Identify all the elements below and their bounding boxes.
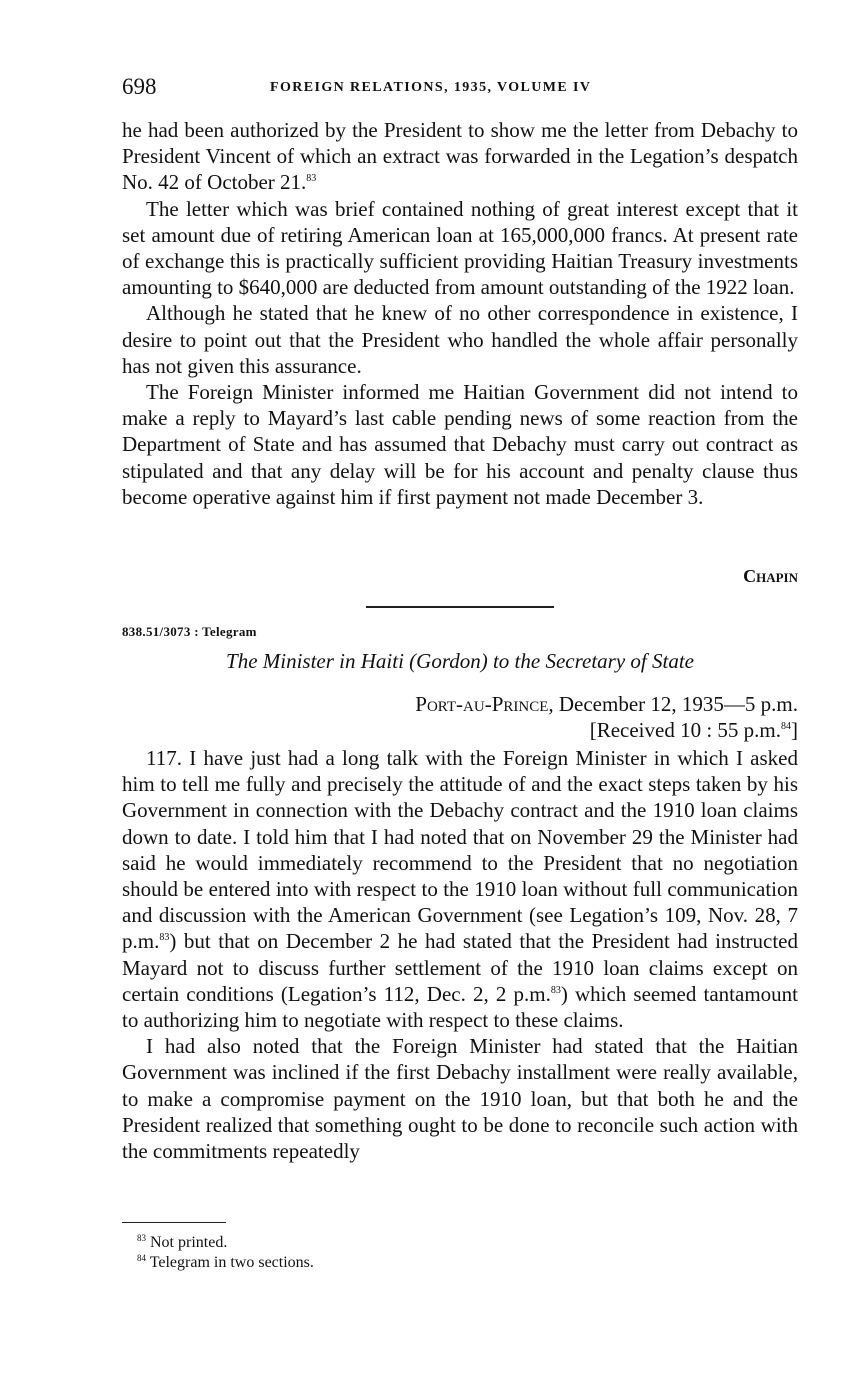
paragraph: I had also noted that the Foreign Minister had stated that the Haitian Government was inclined if the first Debachy installment were really available, to make a compromise payment on the 1910 loan, but that both he and the President realized that something ought to be done to reconcile such action with the commitments repeatedly [122,1034,798,1164]
telegram-body [122,745,798,1164]
footnote-ref: 83 [306,173,317,185]
date: , December 12, 1935—5 p.m. [548,692,798,716]
paragraph: 117. I have just had a long talk with the Foreign Minister in which I asked him to tell me fully and precisely the attitude of and the exact steps taken by his Government in connection with the Debachy contract and the 1910 loan claims down to date. I told him that I had noted that on November 29 the Minister had said he would immediately recommend to the President that no negotiation should be entered into with respect to the 1910 loan without full communication and discussion with the American Government (see Legation’s 109, Nov. 28, 7 p.m.$^{83}$) but that on December 2 he had stated that the President had instructed Mayard not to discuss further settlement of the 1910 loan claims except on certain conditions (Legation’s 112, Dec. 2, 2 p.m.$^{83}$) which seemed tantamount to authorizing him to negotiate with respect to these claims. [122,746,798,1033]
paragraph: he had been authorized by the President to show me the letter from Debachy to President Vincent of which an extract was forwarded in the Legation’s despatch No. 42 of October 21.83 [122,118,798,195]
signature: Chapin [743,566,798,586]
place-date [415,691,798,717]
footnote-ref: 84 [781,721,791,733]
footnote-rule [122,1222,226,1223]
footnote-ref: 83 [550,984,561,996]
continued-telegram-text [122,117,798,510]
section-divider [366,606,554,608]
place: Port-au-Prince [415,692,549,716]
paragraph: Although he stated that he knew of no other correspondence in existence, I desire to point out that the President who handled the whole affair personally has not given this assurance. [122,301,798,378]
dateline [415,691,798,743]
paragraph: The letter which was brief contained nothing of great interest except that it set amount due of retiring American loan at 165,000,000 francs. At present rate of exchange this is practically sufficient providing Haitian Treasury investments amounting to $640,000 are deducted from amount outstanding of the 1922 loan. [122,196,798,300]
received-line: [Received 10 : 55 p.m.$^{84}$] [589,718,798,743]
page-number: 698 [122,74,157,99]
running-title: FOREIGN RELATIONS, 1935, VOLUME IV [270,80,592,95]
document-title: The Minister in Haiti (Gordon) to the Secretary of State [226,649,694,673]
footnote: $^{83}$ Not printed. [137,1233,228,1251]
footnote: $^{84}$ Telegram in two sections. [137,1253,314,1271]
page-header [122,72,802,102]
paragraph: The Foreign Minister informed me Haitian Government did not intend to make a reply to Mayard’s last cable pending news of some reaction from the Department of State and has assumed that Debachy must carry out contract as stipulated and that any delay will be for his account and penalty clause thus become operative against him if first payment not made December 3. [122,380,798,509]
file-reference: 838.51/3073 : Telegram [122,624,257,639]
footnotes [137,1233,314,1273]
footnote-ref: 83 [159,932,170,944]
